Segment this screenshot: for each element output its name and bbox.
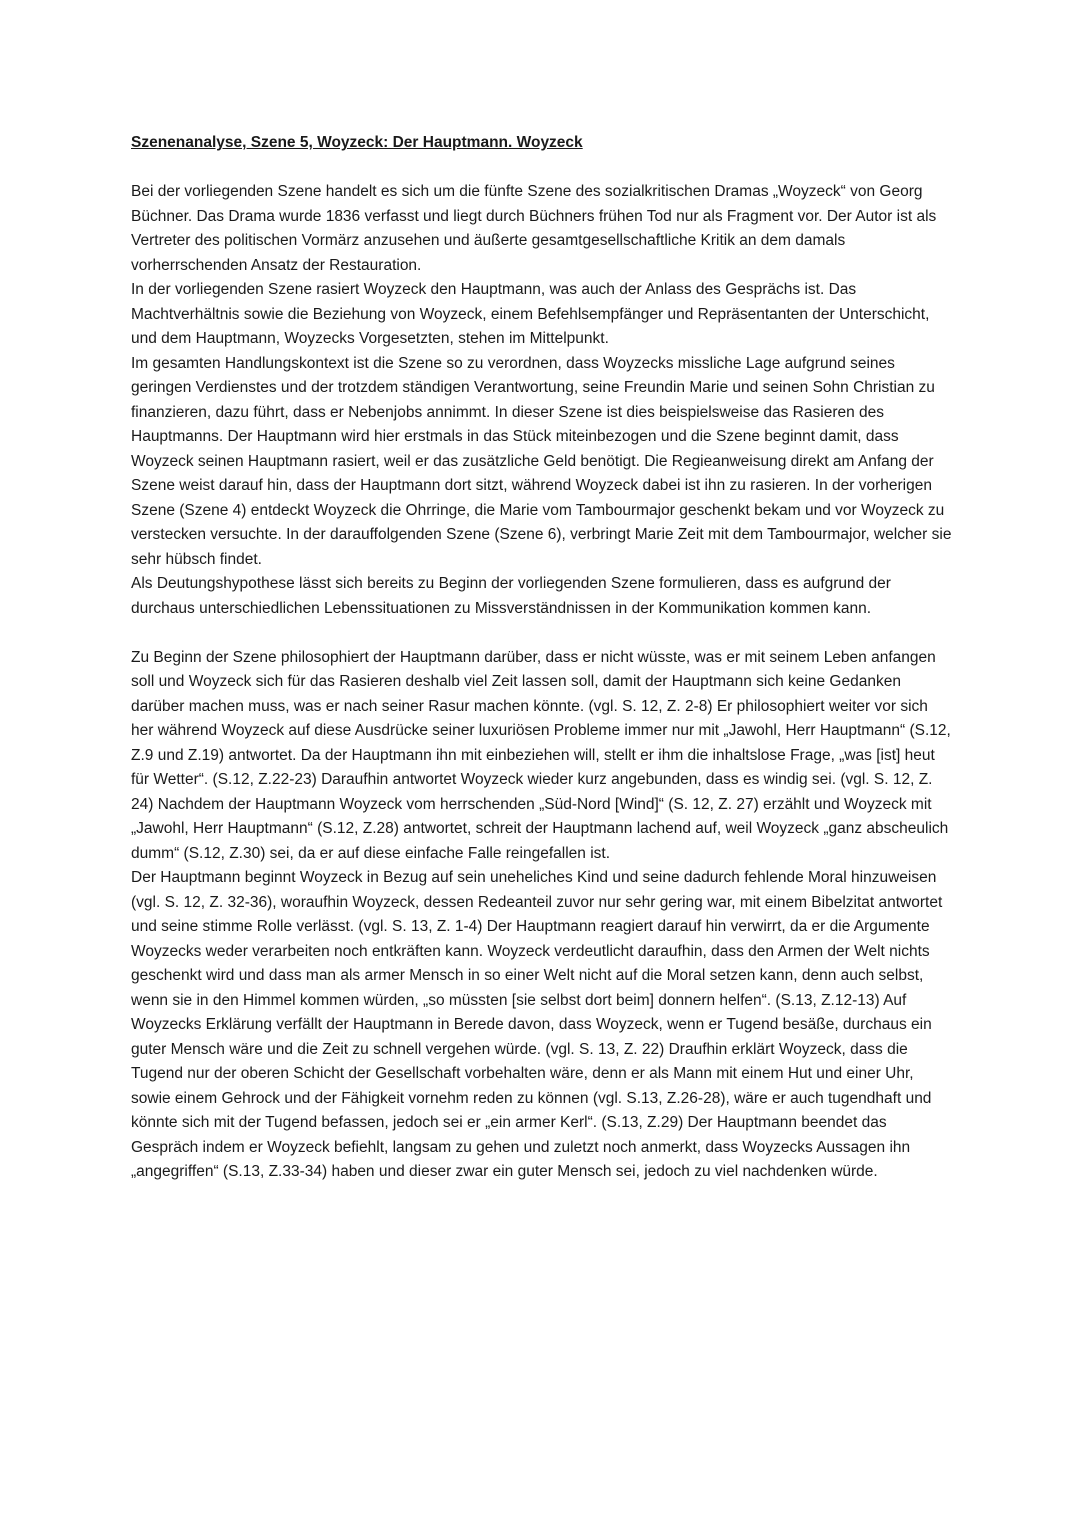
document-title: Szenenanalyse, Szene 5, Woyzeck: Der Hauptmann. Woyzeck	[131, 134, 583, 151]
paragraph-analysis-part-1: Zu Beginn der Szene philosophiert der Hauptmann darüber, dass er nicht wüsste, was er mit seinem Leben anfangen soll und Woyzeck sich für das Rasieren deshalb viel Zeit lassen soll, damit der Hauptmann sich keine Gedanken darüber machen muss, was er nach seiner Rasur machen könnte. (vgl. S. 12, Z. 2-8) Er philosophiert weiter vor sich her während Woyzeck auf diese Ausdrücke seiner luxuriösen Probleme immer nur mit „Jawohl, Herr Hauptmann“ (S.12, Z.9 und Z.19) antwortet. Da der Hauptmann ihn mit einbeziehen will, stellt er ihm die inhaltslose Frage, „was [ist] heut für Wetter“. (S.12, Z.22-23) Daraufhin antwortet Woyzeck wieder kurz angebunden, dass es windig sei. (vgl. S. 12, Z. 24) Nachdem der Hauptmann Woyzeck vom herrschenden „Süd-Nord [Wind]“ (S. 12, Z. 27) erzählt und Woyzeck mit „Jawohl, Herr Hauptmann“ (S.12, Z.28) antwortet, schreit der Hauptmann lachend auf, weil Woyzeck „ganz abscheulich dumm“ (S.12, Z.30) sei, da er auf diese einfache Falle reingefallen ist.	[131, 648, 951, 862]
paragraph-context: Im gesamten Handlungskontext ist die Szene so zu verordnen, dass Woyzecks missliche Lage aufgrund seines geringen Verdienstes und der trotzdem ständigen Verantwortung, seine Freundin Marie und seinen Sohn Christian zu finanzieren, dazu führt, dass er Nebenjobs annimmt. In dieser Szene ist dies beispielsweise das Rasieren des Hauptmanns. Der Hauptmann wird hier erstmals in das Stück miteinbezogen und die Szene beginnt damit, dass Woyzeck seinen Hauptmann rasiert, weil er das zusätzliche Geld benötigt. Die Regieanweisung direkt am Anfang der Szene weist darauf hin, dass der Hauptmann dort sitzt, während Woyzeck dabei ist ihn zu rasieren. In der vorherigen Szene (Szene 4) entdeckt Woyzeck die Ohrringe, die Marie vom Tambourmajor geschenkt bekam und vor Woyzeck zu verstecken versuchte. In der darauffolgenden Szene (Szene 6), verbringt Marie Zeit mit dem Tambourmajor, welcher sie sehr hübsch findet.	[131, 354, 952, 568]
paragraph-introduction: Bei der vorliegenden Szene handelt es sich um die fünfte Szene des sozialkritischen Dramas „Woyzeck“ von Georg Büchner. Das Drama wurde 1836 verfasst und liegt durch Büchners frühen Tod nur als Fragment vor. Der Autor ist als Vertreter des politischen Vormärz anzusehen und äußerte gesamtgesellschaftliche Kritik an dem damals vorherrschenden Ansatz der Restauration.	[131, 183, 937, 274]
paragraph-hypothesis: Als Deutungshypothese lässt sich bereits zu Beginn der vorliegenden Szene formulieren, dass es aufgrund der durchaus unterschiedlichen Lebenssituationen zu Missverständnissen in der Kommunikation kommen kann.	[131, 575, 891, 617]
paragraph-analysis-part-2: Der Hauptmann beginnt Woyzeck in Bezug auf sein uneheliches Kind und seine dadurch fehlende Moral hinzuweisen (vgl. S. 12, Z. 32-36), woraufhin Woyzeck, dessen Redeanteil zuvor nur sehr gering war, mit einem Bibelzitat antwortet und seine stimme Rolle verlässt. (vgl. S. 13, Z. 1-4) Der Hauptmann reagiert darauf hin verwirrt, da er die Argumente Woyzecks weder verarbeiten noch entkräften kann. Woyzeck verdeutlicht daraufhin, dass den Armen der Welt nichts geschenkt wird und dass man als armer Mensch in so einer Welt nicht auf die Moral setzen kann, denn auch selbst, wenn sie in den Himmel kommen würden, „so müssten [sie selbst dort beim] donnern helfen“. (S.13, Z.12-13) Auf Woyzecks Erklärung verfällt der Hauptmann in Berede davon, dass Woyzeck, wenn er Tugend besäße, durchaus ein guter Mensch wäre und die Zeit zu schnell vergehen würde. (vgl. S. 13, Z. 22) Draufhin erklärt Woyzeck, dass die Tugend nur der oberen Schicht der Gesellschaft vorbehalten wäre, denn er als Mann mit einem Hut und einer Uhr, sowie einem Gehrock und der Fähigkeit vornehm reden zu können (vgl. S.13, Z.26-28), wäre er auch tugendhaft und könnte sich mit der Tugend befassen, jedoch sei er „ein armer Kerl“. (S.13, Z.29) Der Hauptmann beendet das Gespräch indem er Woyzeck befiehlt, langsam zu gehen und zuletzt noch anmerkt, dass Woyzecks Aussagen ihn „angegriffen“ (S.13, Z.33-34) haben und dieser zwar ein guter Mensch sei, jedoch zu viel nachdenken würde.	[131, 869, 943, 1180]
paragraph-scene-summary: In der vorliegenden Szene rasiert Woyzeck den Hauptmann, was auch der Anlass des Gesprächs ist. Das Machtverhältnis sowie die Beziehung von Woyzeck, einem Befehlsempfänger und Repräsentanten der Unterschicht, und dem Hauptmann, Woyzecks Vorgesetzten, stehen im Mittelpunkt.	[131, 281, 930, 347]
paragraph-spacer	[131, 621, 953, 646]
document-body	[131, 131, 953, 1185]
